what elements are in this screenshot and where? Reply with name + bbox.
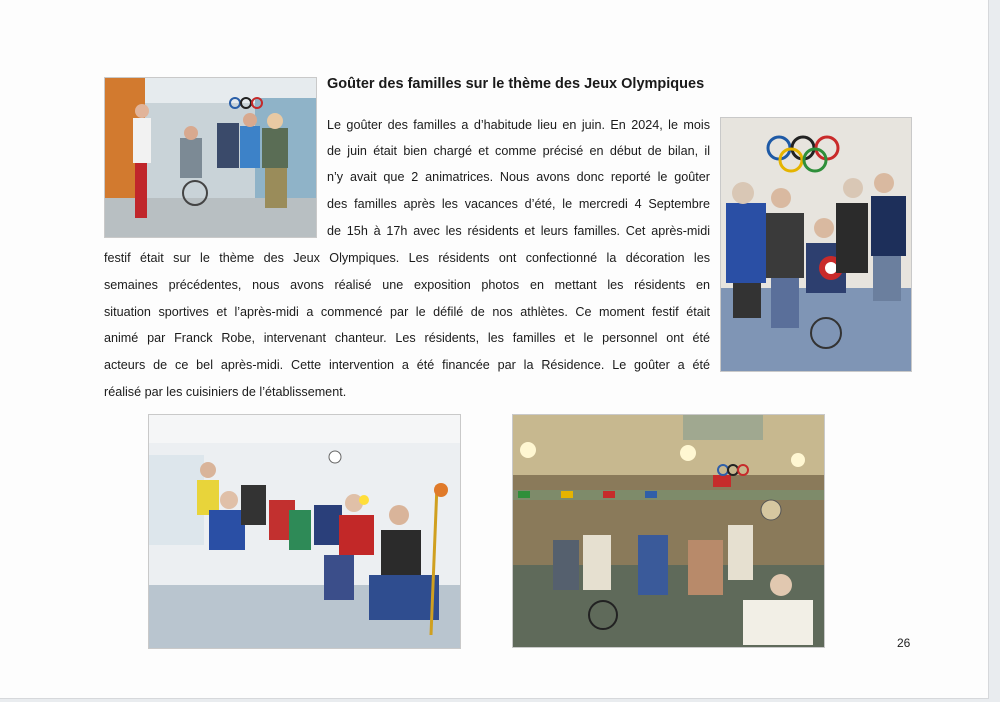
body-line-9: animé par Franck Robe, intervenant chanteur. Les résidents, les familles et le personnel ont été <box>104 331 710 345</box>
body-line-6: festif était sur le thème des Jeux Olympiques. Les résidents ont confectionné la décoration les <box>104 251 710 265</box>
body-line-8: situation sportives et l’après-midi a commencé par le défilé de nos athlètes. Ce moment festif était <box>104 305 710 319</box>
body-line-7: semaines précédentes, nous avons réalisé une exposition photos en mettant les résidents en <box>104 278 710 292</box>
photo-bottom-left <box>148 414 461 649</box>
page-title: Goûter des familles sur le thème des Jeux Olympiques <box>327 76 705 92</box>
body-line-11: réalisé par les cuisiniers de l’établissement. <box>104 385 347 399</box>
photo-top-left <box>104 77 317 238</box>
photo-bottom-right <box>512 414 825 648</box>
photo-top-right <box>720 117 912 372</box>
body-line-1: Le goûter des familles a d’habitude lieu en juin. En 2024, le mois <box>327 118 710 132</box>
body-line-3: n’y avait que 2 animatrices. Nous avons donc reporté le goûter <box>327 170 710 184</box>
body-line-10: acteurs de ce bel après-midi. Cette intervention a été financée par la Résidence. Le goûter a été <box>104 358 710 372</box>
body-line-2: de juin était bien chargé et comme précisé en début de bilan, il <box>327 144 710 158</box>
body-line-4: des familles après les vacances d’été, le mercredi 4 Septembre <box>327 197 710 211</box>
body-line-5: de 15h à 17h avec les résidents et leurs familles. Cet après-midi <box>327 224 710 238</box>
page-number: 26 <box>897 636 911 650</box>
